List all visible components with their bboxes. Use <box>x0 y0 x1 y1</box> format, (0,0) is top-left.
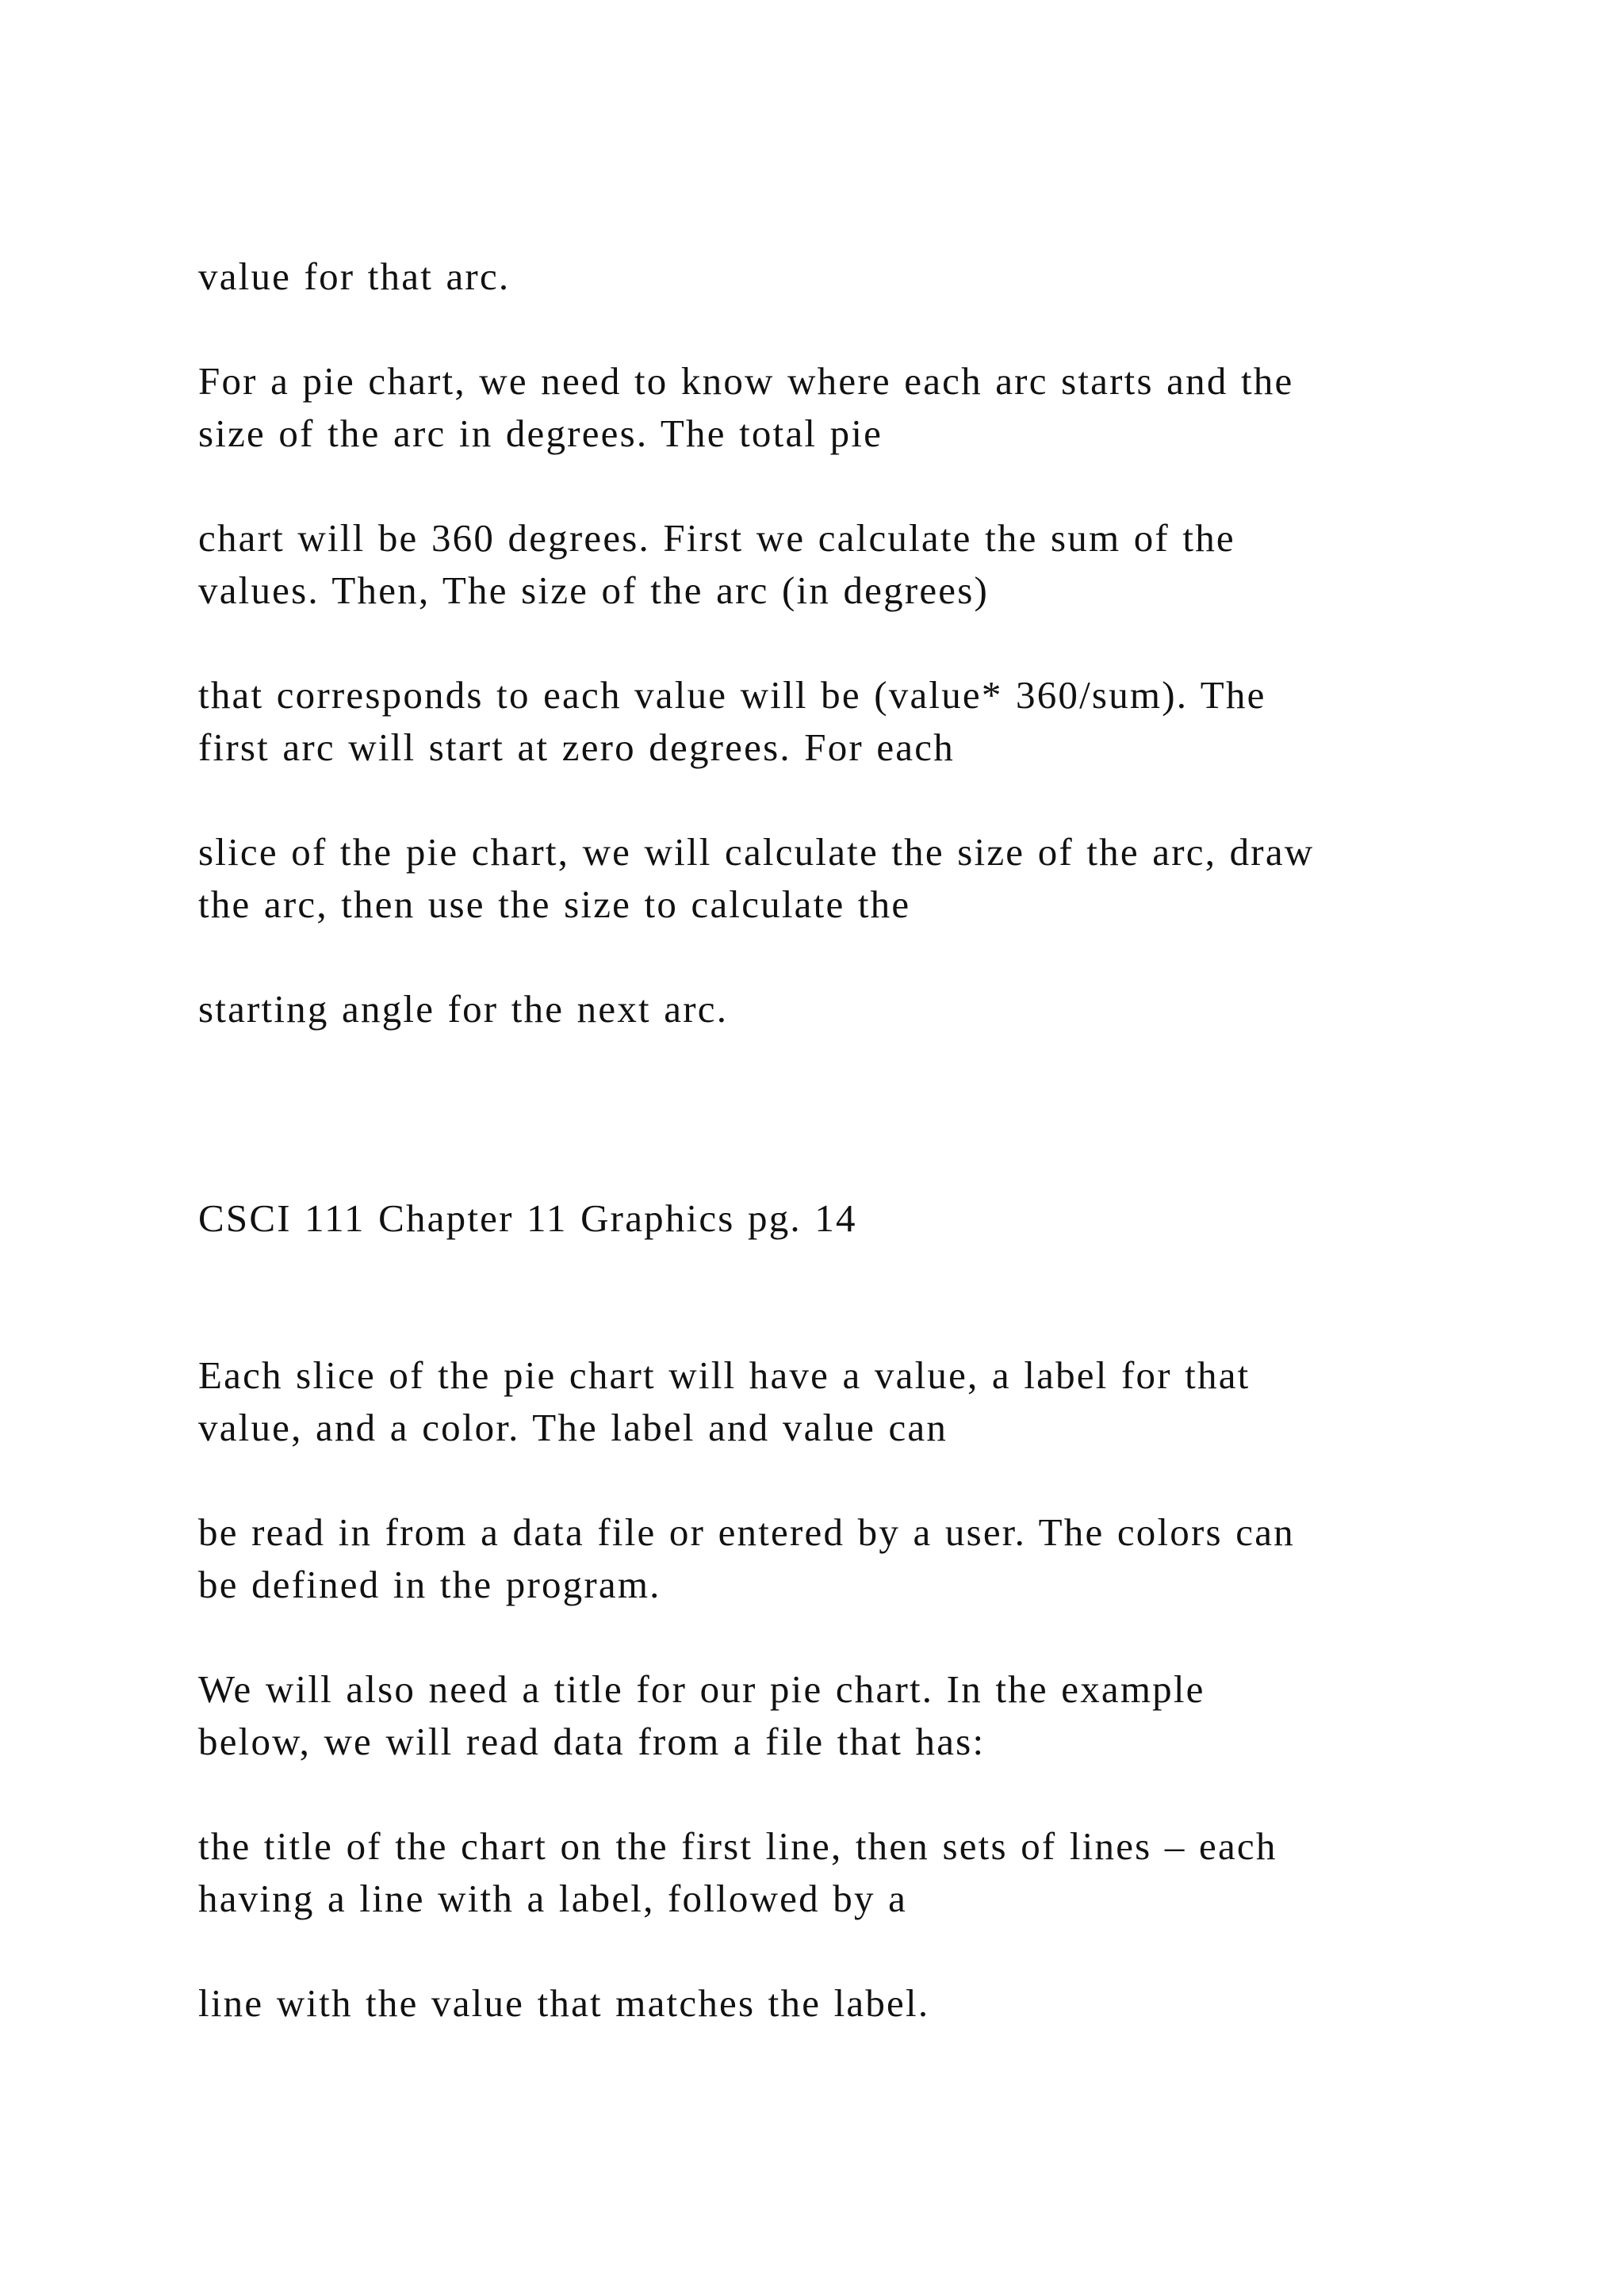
text-line: the arc, then use the size to calculate the <box>198 882 911 926</box>
text-line: Each slice of the pie chart will have a value, a label for that <box>198 1353 1251 1397</box>
page-header: CSCI 111 Chapter 11 Graphics pg. 14 <box>198 1196 857 1240</box>
text-line: value for that arc. <box>198 254 511 298</box>
text-line: first arc will start at zero degrees. For each <box>198 725 955 769</box>
text-line: below, we will read data from a file that has: <box>198 1720 986 1763</box>
text-line: the title of the chart on the first line, then sets of lines – each <box>198 1824 1277 1868</box>
text-line: We will also need a title for our pie chart. In the example <box>198 1667 1205 1711</box>
text-line: slice of the pie chart, we will calculate the size of the arc, draw <box>198 830 1315 874</box>
text-line: that corresponds to each value will be (value* 360/sum). The <box>198 673 1266 717</box>
text-line: be defined in the program. <box>198 1563 661 1606</box>
text-line: be read in from a data file or entered by a user. The colors can <box>198 1510 1295 1554</box>
text-line: starting angle for the next arc. <box>198 987 729 1031</box>
text-line: line with the value that matches the label. <box>198 1981 930 2025</box>
text-line: chart will be 360 degrees. First we calculate the sum of the <box>198 516 1235 560</box>
text-line: values. Then, The size of the arc (in degrees) <box>198 568 990 612</box>
text-line: having a line with a label, followed by a <box>198 1877 908 1920</box>
text-line: For a pie chart, we need to know where each arc starts and the <box>198 359 1294 403</box>
text-line: value, and a color. The label and value can <box>198 1406 948 1449</box>
text-line: size of the arc in degrees. The total pie <box>198 411 883 455</box>
